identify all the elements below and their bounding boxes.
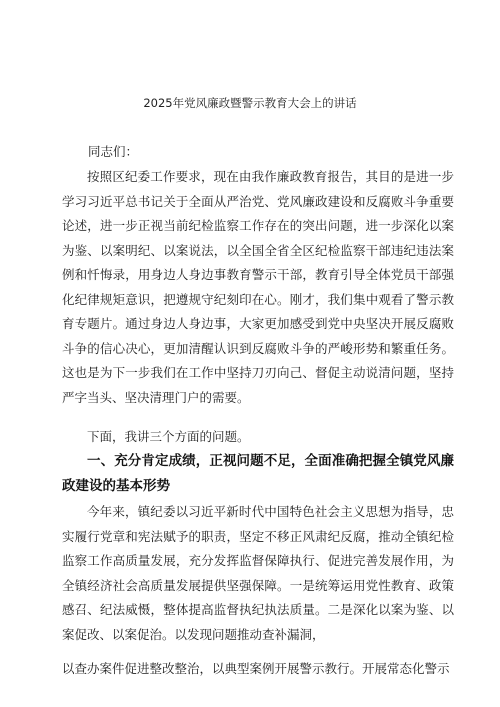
paragraph-achievements: 今年来，镇纪委以习近平新时代中国特色社会主义思想为指导，忠实履行党章和宪法赋予的职责，坚定不移正风肃纪反腐，推动全镇纪检监察工作高质量发展，充分发挥监督保障执行、促进完善发展作用，为全镇经济社会高质量发展提供坚强保障。一是统筹运用党性教育、政策感召、纪法威慑，整体提高监督执纪执法质量。二是深化以案为鉴、以案促改、以案促治。以发现问题推动查补漏洞，: [62, 504, 454, 642]
paragraph-continued: 以查办案件促进整改整治，以典型案例开展警示教行。开展常态化警示: [62, 661, 450, 676]
paragraph-outline: 下面，我讲三个方面的问题。: [87, 429, 250, 444]
document-title: 2025年党风廉政暨警示教育大会上的讲话: [143, 96, 357, 110]
section-heading-1: 一、充分肯定成绩，正视问题不足，全面准确把握全镇党风廉政建设的基本形势: [62, 453, 454, 494]
paragraph-intro: 按照区纪委工作要求，现在由我作廉政教育报告，其目的是进一步学习习近平总书记关于全面从严治党、党风廉政建设和反腐败斗争重要论述，进一步正视当前纪检监察工作存在的突出问题，进一步深化以案为鉴、以案明纪、以案说法，以全国全省全区纪检监察干部违纪违法案例和忏悔录，用身边人身边事教育警示干部，教育引导全体党员干部强化纪律规矩意识，把遵规守纪刻印在心。刚才，我们集中观看了警示教育专题片。通过身边人身边事，大家更加感受到党中央坚决开展反腐败斗争的信心决心，更加清醒认识到反腐败斗争的严峻形势和繁重任务。这也是为下一步我们在工作中坚持刀刃向己、督促主动说清问题，坚持严字当头、坚决清理门户的需要。: [62, 169, 454, 405]
salutation: 同志们：: [88, 144, 139, 159]
